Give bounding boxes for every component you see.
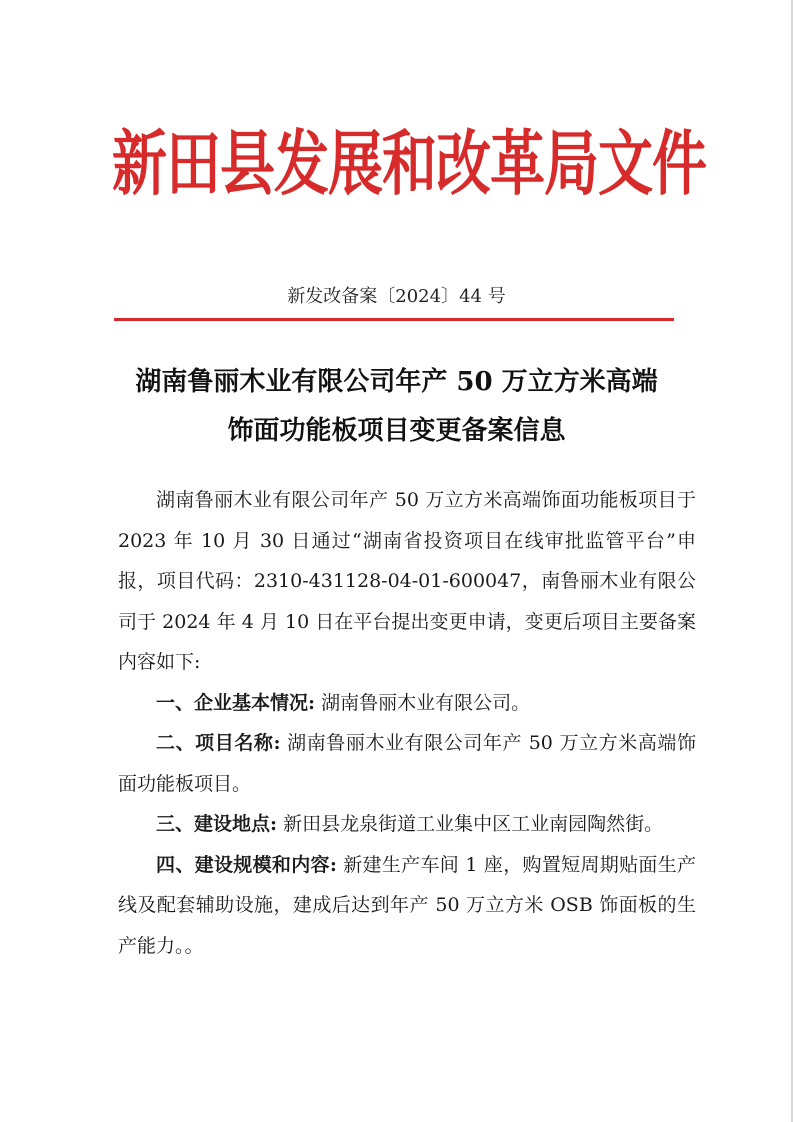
intro-paragraph: 湖南鲁丽木业有限公司年产 50 万立方米高端饰面功能板项目于 2023 年 10 月 30 日通过“湖南省投资项目在线审批监管平台”申报，项目代码：2310-431128-04-01-600047，南鲁丽木业有限公司于 2024 年 4 月 10 日在平台提出变更申请，变更后项目主要备案内容如下: [118,489,696,673]
item-project-name [118,723,696,804]
item-text: 新田县龙泉街道工业集中区工业南园陶然街。 [283,813,664,835]
red-divider-line [114,318,674,321]
document-body [118,480,696,966]
item-construction-site [118,804,696,845]
document-title-line-2: 饰面功能板项目变更备案信息 [227,416,566,446]
item-label: 一、企业基本情况: [156,691,316,714]
document-number: 新发改备案〔2024〕44 号 [287,286,506,307]
item-enterprise-info [118,683,696,724]
item-label: 二、项目名称: [156,732,281,754]
document-title-line-1: 湖南鲁丽木业有限公司年产 50 万立方米高端 [135,367,658,397]
item-text: 湖南鲁丽木业有限公司年产 50 万立方米高端饰面功能板项目。 [118,732,696,795]
issuing-authority-header: 新田县发展和改革局文件 [112,121,707,205]
item-scale-and-content [118,845,696,967]
item-text: 湖南鲁丽木业有限公司。 [321,691,531,714]
item-text: 新建生产车间 1 座，购置短周期贴面生产线及配套辅助设施，建成后达到年产 50 万立方米 OSB 饰面板的生产能力。。 [118,853,697,957]
document-title [100,358,693,456]
item-label: 三、建设地点: [156,813,278,835]
item-label: 四、建设规模和内容: [156,853,337,876]
